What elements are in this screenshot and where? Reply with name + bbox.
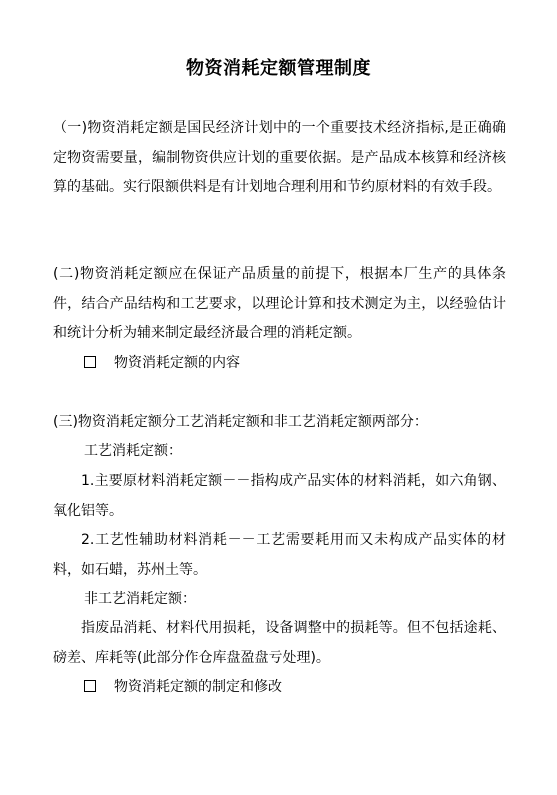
checkbox-icon xyxy=(84,356,96,368)
subheading-process-quota: 工艺消耗定额： xyxy=(84,443,182,459)
paragraph-1: （一)物资消耗定额是国民经济计划中的一个重要技术经济指标,是正确确定物资需要量，编制物资供应计划的重要依据。是产品成本核算和经济核算的基础。实行限额供料是有计划地合理利用和节约原材料的有效手段。 xyxy=(53,120,506,195)
paragraph-2: (二)物资消耗定额应在保证产品质量的前提下，根据本厂生产的具体条件，结合产品结构和工艺要求，以理论计算和技术测定为主，以经验估计和统计分析为辅来制定最经济最合理的消耗定额。 xyxy=(53,266,506,341)
bullet-label-content: 物资消耗定额的内容 xyxy=(114,355,240,371)
checkbox-icon xyxy=(84,680,96,692)
document-title: 物资消耗定额管理制度 xyxy=(186,58,371,79)
bullet-label-formulation: 物资消耗定额的制定和修改 xyxy=(114,679,282,695)
paragraph-3: (三)物资消耗定额分工艺消耗定额和非工艺消耗定额两部分： xyxy=(53,414,428,430)
subheading-nonprocess-quota: 非工艺消耗定额： xyxy=(84,591,196,607)
bullet-item-formulation xyxy=(84,673,282,703)
list-item-2: 2.工艺性辅助材料消耗－－工艺需要耗用而又未构成产品实体的材料，如石蜡，苏州土等。 xyxy=(53,532,506,578)
list-item-3: 指废品消耗、材料代用损耗，设备调整中的损耗等。但不包括途耗、磅差、库耗等(此部分作仓库盘盈盘亏处理)。 xyxy=(53,620,506,666)
list-item-1: 1.主要原材料消耗定额－－指构成产品实体的材料消耗，如六角钢、氧化铝等。 xyxy=(53,473,506,519)
bullet-item-content xyxy=(84,349,240,379)
